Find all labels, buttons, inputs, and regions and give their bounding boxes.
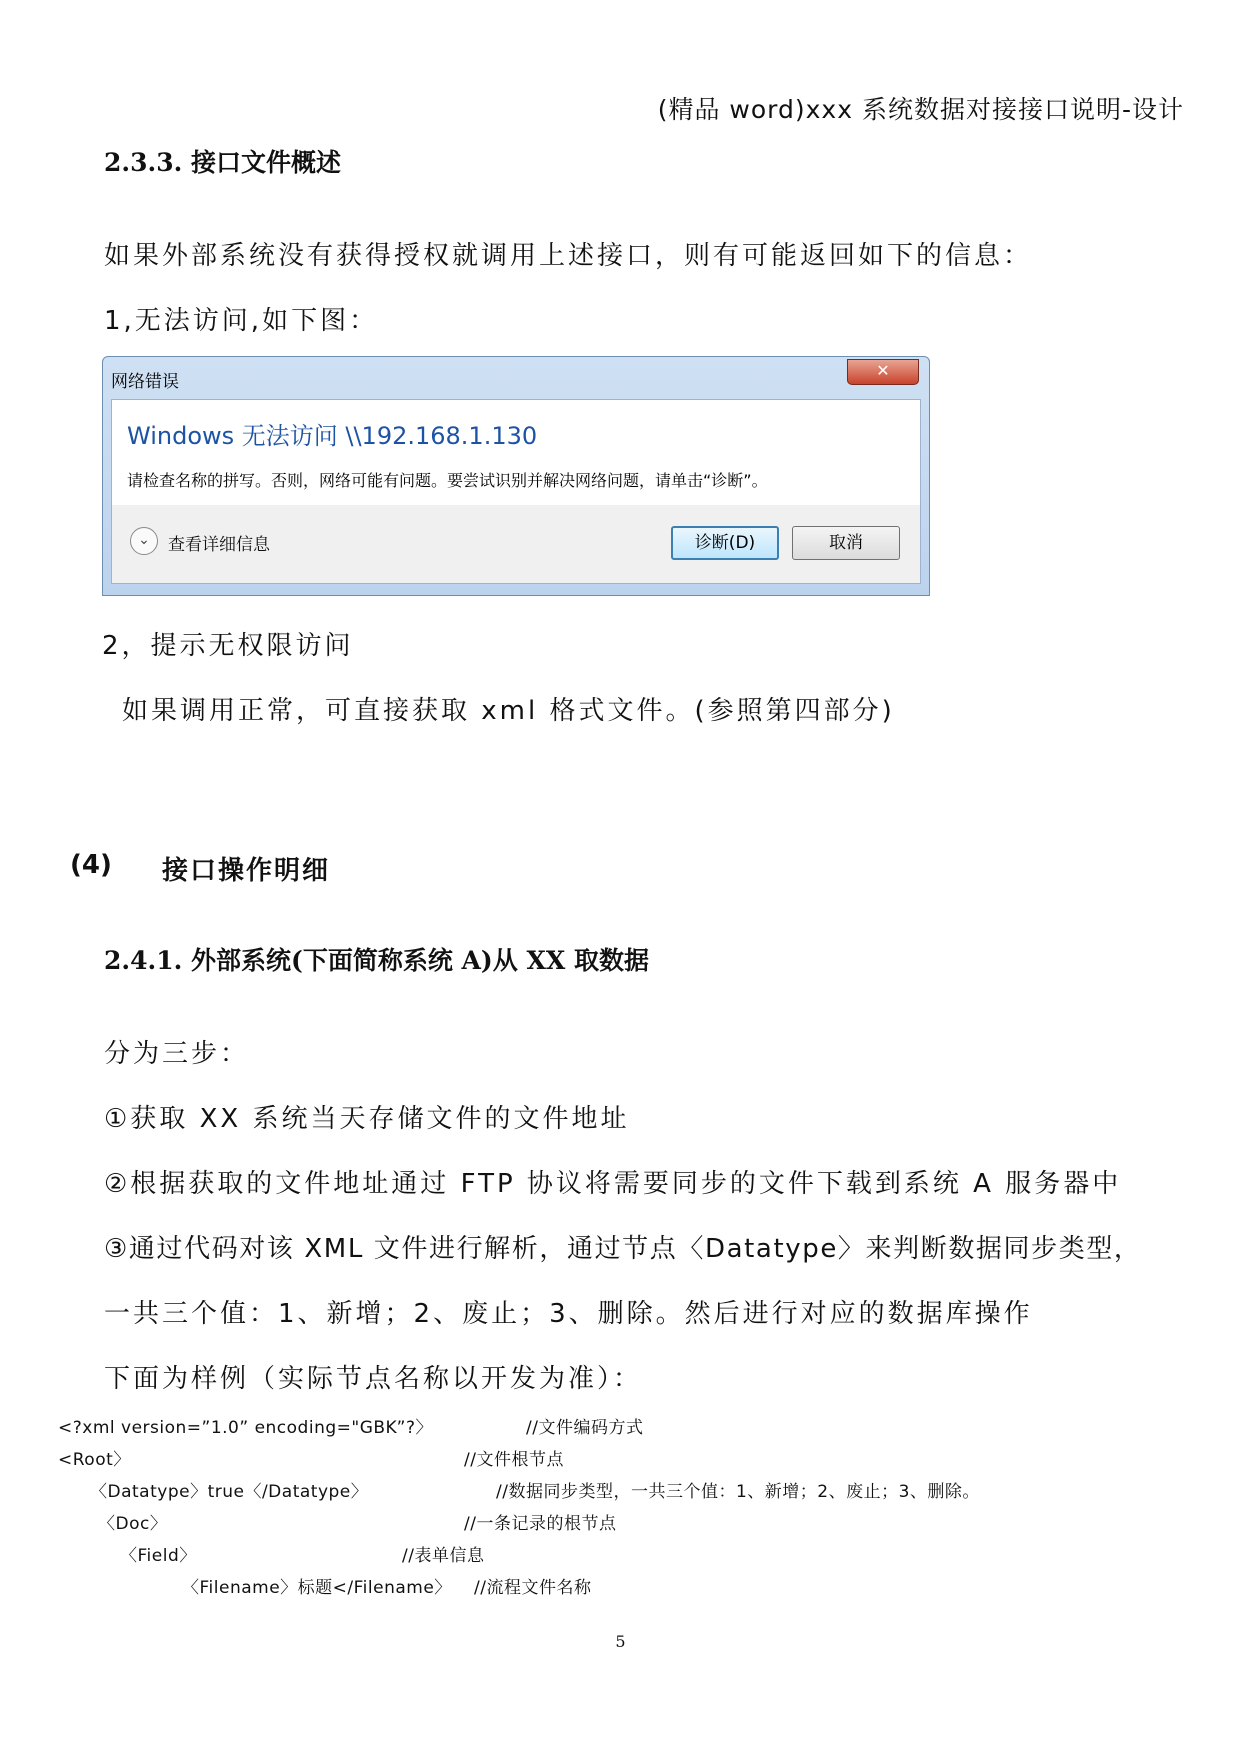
page-number: 5	[615, 1632, 626, 1651]
section-4-number: (4)	[70, 850, 112, 880]
step-2: ②根据获取的文件地址通过 FTP 协议将需要同步的文件下载到系统 A 服务器中	[104, 1169, 1122, 1199]
code-comment: //文件编码方式	[526, 1418, 644, 1438]
section-heading-2-3-3: 2.3.3. 接口文件概述	[104, 148, 342, 177]
item-2: 2，提示无权限访问	[102, 631, 354, 661]
step-3-line-1: ③通过代码对该 XML 文件进行解析，通过节点〈Datatype〉来判断数据同步类型，	[104, 1234, 1142, 1264]
section-heading-2-4-1: 2.4.1. 外部系统(下面简称系统 A)从 XX 取数据	[104, 946, 649, 975]
diagnose-button[interactable]: 诊断(D)	[671, 526, 779, 560]
step-1: ①获取 XX 系统当天存储文件的文件地址	[104, 1104, 630, 1134]
code-line-4	[98, 1509, 617, 1534]
dialog-footer	[111, 505, 921, 584]
code-text: 〈Datatype〉true〈/Datatype〉	[90, 1482, 369, 1502]
code-text: <?xml version=”1.0” encoding="GBK”?〉	[58, 1418, 433, 1438]
code-comment: //文件根节点	[464, 1450, 564, 1470]
code-line-5	[120, 1541, 485, 1566]
code-text: 〈Filename〉标题</Filename〉	[182, 1578, 452, 1598]
cancel-button[interactable]: 取消	[792, 526, 900, 560]
sample-intro: 下面为样例（实际节点名称以开发为准）：	[104, 1364, 643, 1394]
code-comment: //表单信息	[402, 1546, 485, 1566]
section-4-title: 接口操作明细	[162, 856, 331, 886]
page-header: (精品 word)xxx 系统数据对接接口说明-设计	[657, 95, 1184, 124]
dialog-content	[111, 399, 921, 507]
chevron-down-icon[interactable]: ⌄	[130, 527, 158, 555]
intro-paragraph: 如果外部系统没有获得授权就调用上述接口，则有可能返回如下的信息：	[104, 241, 1033, 271]
code-text: 〈Field〉	[120, 1546, 197, 1566]
code-comment: //数据同步类型，一共三个值：1、新增；2、废止；3、删除。	[496, 1482, 980, 1502]
network-error-dialog	[102, 356, 930, 596]
normal-call-paragraph: 如果调用正常，可直接获取 xml 格式文件。(参照第四部分)	[122, 696, 895, 726]
close-button[interactable]: ✕	[847, 359, 919, 385]
item-1: 1,无法访问,如下图：	[104, 306, 379, 336]
code-comment: //流程文件名称	[474, 1578, 592, 1598]
show-details-link[interactable]: 查看详细信息	[168, 535, 270, 555]
dialog-main-instruction: Windows 无法访问 \\192.168.1.130	[127, 422, 538, 450]
code-text: 〈Doc〉	[98, 1514, 168, 1534]
dialog-message: 请检查名称的拼写。否则，网络可能有问题。要尝试识别并解决网络问题，请单击“诊断”。	[127, 471, 768, 490]
code-comment: //一条记录的根节点	[464, 1514, 617, 1534]
code-line-1	[58, 1413, 644, 1438]
step-3-line-2: 一共三个值：1、新增；2、废止；3、删除。然后进行对应的数据库操作	[104, 1299, 1033, 1329]
dialog-title: 网络错误	[111, 372, 179, 392]
code-line-6	[182, 1573, 592, 1598]
code-line-2	[58, 1445, 564, 1470]
code-line-3	[90, 1477, 980, 1502]
code-text: <Root〉	[58, 1450, 131, 1470]
steps-intro: 分为三步：	[104, 1039, 250, 1069]
